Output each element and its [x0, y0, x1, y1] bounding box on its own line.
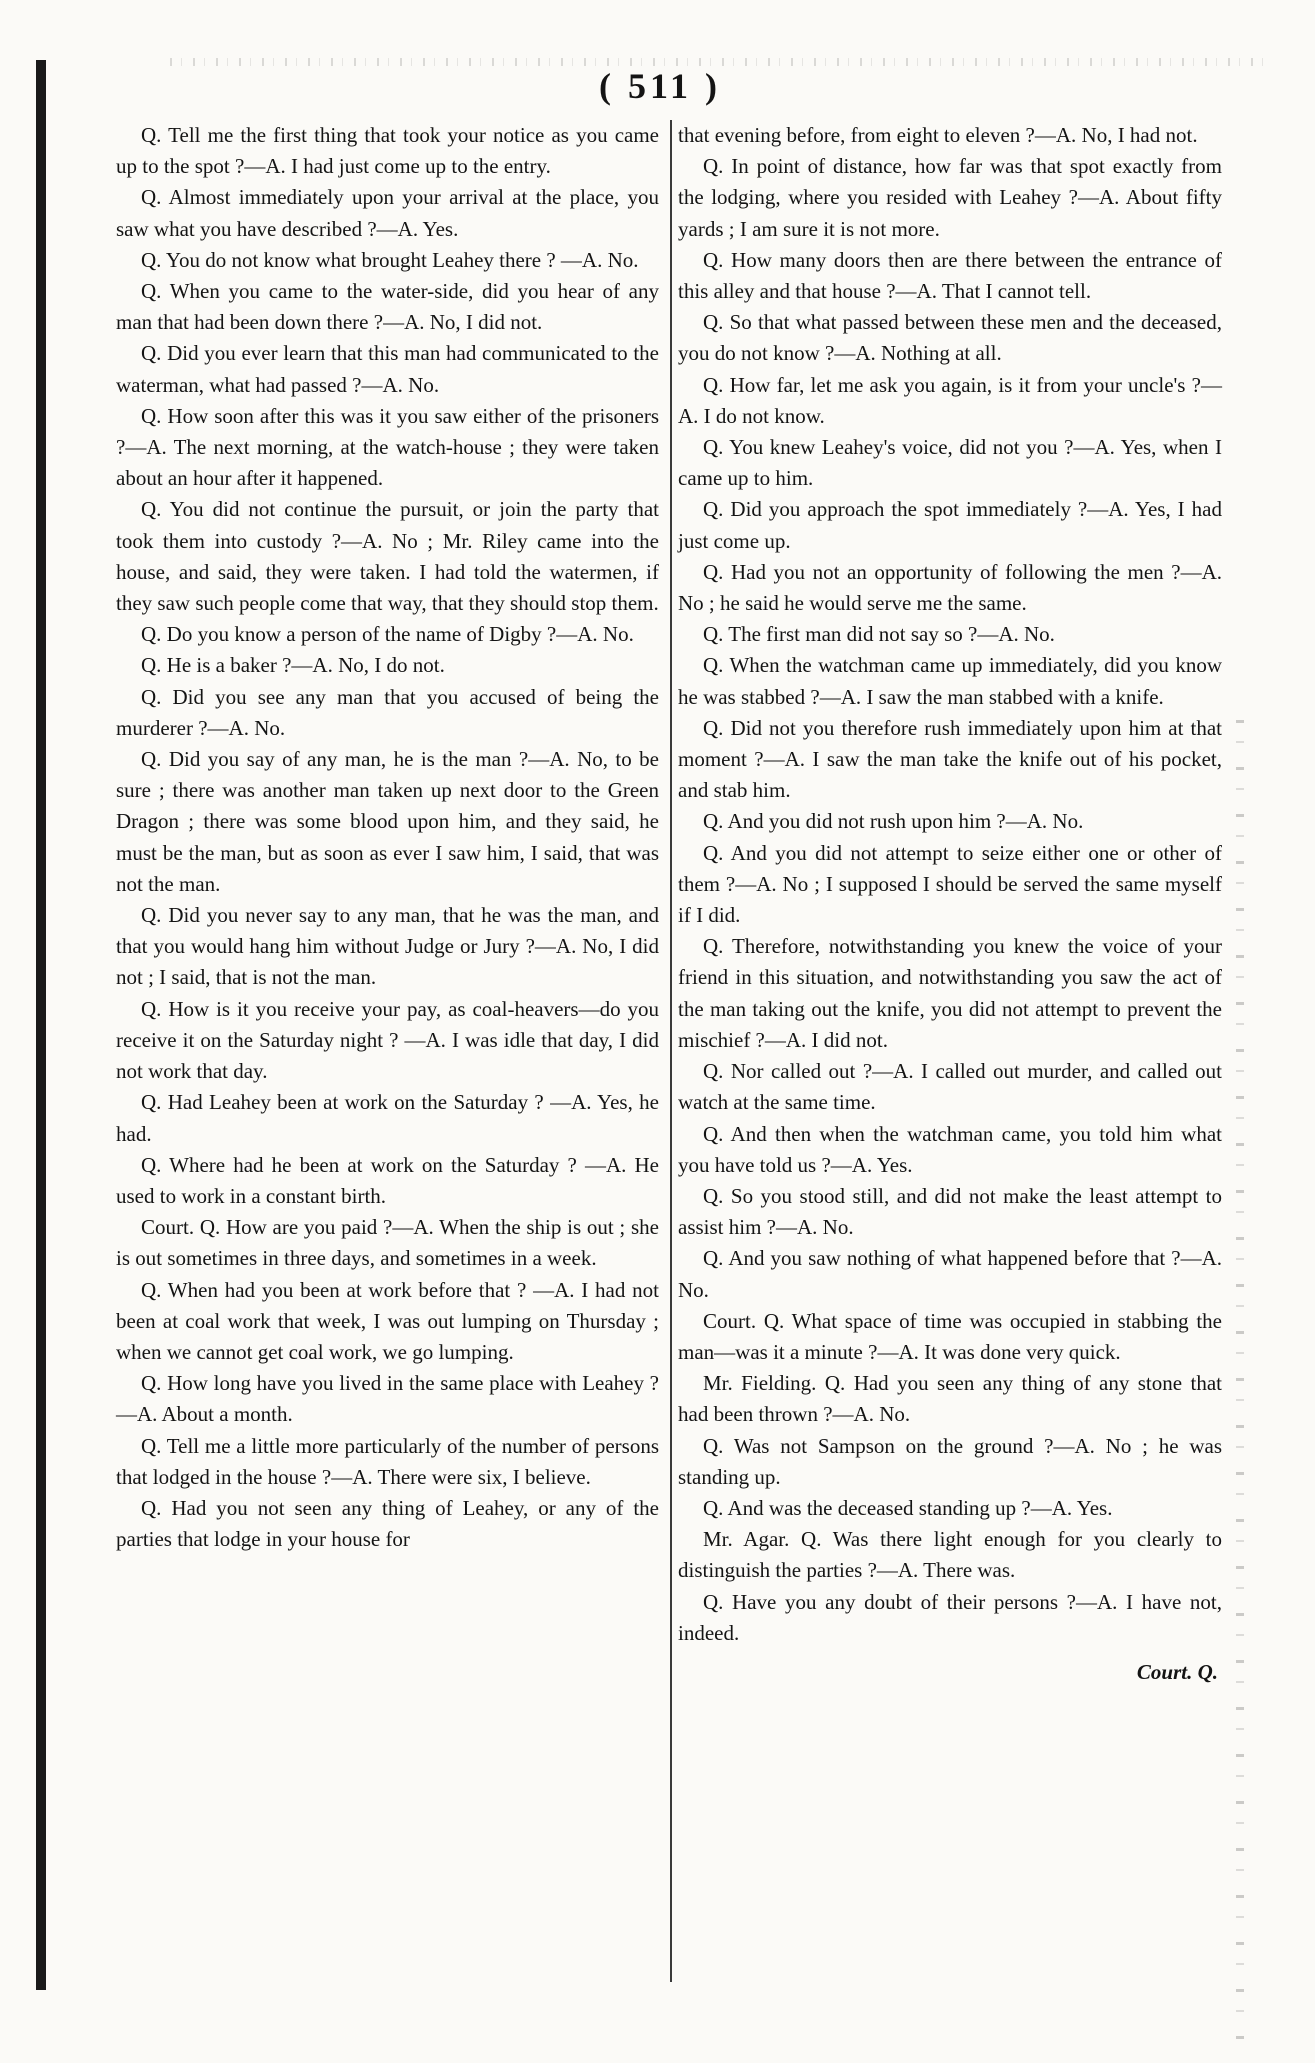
paragraph: Q. You did not continue the pursuit, or join the party that took them into custody ?—A. No ; Mr. Riley came into the house, and said, they were taken. I had told the watermen, if they saw such people come that way, that they should stop them. [116, 497, 659, 616]
paragraph: Q. When the watchman came up immediately, did you know he was stabbed ?—A. I saw the man stabbed with a knife. [678, 653, 1222, 709]
column-divider [670, 120, 672, 1982]
paragraph: Q. When you came to the water-side, did you hear of any man that had been down there ?—A. No, I did not. [116, 279, 659, 335]
paragraph: Q. And you saw nothing of what happened before that ?—A. No. [678, 1246, 1222, 1302]
paragraph: Mr. Fielding. Q. Had you seen any thing of any stone that had been thrown ?—A. No. [678, 1371, 1222, 1427]
paragraph: Q. Have you any doubt of their persons ?—A. I have not, indeed. [678, 1589, 1222, 1645]
paragraph: Q. Had you not an opportunity of following the men ?—A. No ; he said he would serve me the same. [678, 559, 1222, 616]
paragraph: Q. So you stood still, and did not make the least attempt to assist him ?—A. No. [678, 1183, 1222, 1240]
paragraph: Q. Did you never say to any man, that he was the man, and that you would hang him without Judge or Jury ?—A. No, I did not ; I said, that is not the man. [116, 903, 659, 990]
paragraph: Q. Had you not seen any thing of Leahey, or any of the parties that lodge in your house for [116, 1495, 659, 1552]
paragraph: that evening before, from eight to eleven ?—A. No, I had not. [678, 123, 1198, 147]
paragraph: Q. Almost immediately upon your arrival at the place, you saw what you have described ?—A. Yes. [116, 185, 659, 241]
catchword: Court. Q. [1136, 1659, 1218, 1684]
paragraph: Q. How far, let me ask you again, is it from your uncle's ?—A. I do not know. [678, 372, 1222, 428]
paragraph: Q. How soon after this was it you saw either of the prisoners ?—A. The next morning, at the watch-house ; they were taken about an hour after it happened. [116, 403, 659, 491]
paragraph: Q. Do you know a person of the name of Digby ?—A. No. [141, 622, 634, 647]
paragraph: Q. When had you been at work before that ? —A. I had not been at coal work that week, I was out lumping on Thursday ; when we cannot get coal work, we go lumping. [116, 1277, 659, 1364]
paragraph: Q. Did not you therefore rush immediately upon him at that moment ?—A. I saw the man take the knife out of his pocket, and stab him. [678, 715, 1222, 803]
paragraph: Q. Did you see any man that you accused of being the murderer ?—A. No. [116, 684, 659, 740]
paragraph: Q. How is it you receive your pay, as coal-heavers—do you receive it on the Saturday night ? —A. I was idle that day, I did not work that day. [116, 996, 659, 1084]
paragraph: Q. Nor called out ?—A. I called out murder, and called out watch at the same time. [678, 1059, 1222, 1115]
paragraph: Q. Tell me the first thing that took your notice as you came up to the spot ?—A. I had just come up to the entry. [116, 123, 659, 179]
paragraph: Q. The first man did not say so ?—A. No. [703, 622, 1055, 647]
paragraph: Q. Therefore, notwithstanding you knew the voice of your friend in this situation, and notwithstanding you saw the act of the man taking out the knife, you did not attempt to prevent the mischief ?—A. I did not. [678, 934, 1222, 1052]
paragraph: Q. Had Leahey been at work on the Saturday ? —A. Yes, he had. [116, 1090, 659, 1146]
paragraph: Court. Q. How are you paid ?—A. When the ship is out ; she is out sometimes in three days, and sometimes in a week. [116, 1215, 659, 1271]
paragraph: Q. Did you say of any man, he is the man ?—A. No, to be sure ; there was another man taken up next door to the Green Dragon ; there was some blood upon him, and they said, he must be the man, but as soon as ever I saw him, I said, that was not the man. [116, 747, 659, 896]
paragraph: Mr. Agar. Q. Was there light enough for you clearly to distinguish the parties ?—A. There was. [678, 1527, 1222, 1583]
scan-noise-right [1236, 720, 1244, 2040]
binding-edge [36, 60, 46, 1990]
paragraph: Q. You knew Leahey's voice, did not you ?—A. Yes, when I came up to him. [678, 435, 1222, 491]
paragraph: Q. Where had he been at work on the Saturday ? —A. He used to work in a constant birth. [116, 1152, 659, 1208]
paragraph: Q. Did you approach the spot immediately ?—A. Yes, I had just come up. [678, 497, 1222, 553]
paragraph: Q. How many doors then are there between the entrance of this alley and that house ?—A. That I cannot tell. [678, 247, 1222, 304]
paragraph: Q. In point of distance, how far was that spot exactly from the lodging, where you resided with Leahey ?—A. About fifty yards ; I am sure it is not more. [678, 154, 1222, 241]
paragraph: Q. Was not Sampson on the ground ?—A. No ; he was standing up. [678, 1433, 1222, 1489]
paragraph: Q. And then when the watchman came, you told him what you have told us ?—A. Yes. [678, 1121, 1222, 1177]
page-number: ( 511 ) [599, 66, 721, 106]
left-column [116, 120, 659, 1555]
paragraph: Q. And was the deceased standing up ?—A. Yes. [703, 1495, 1113, 1520]
paragraph: Q. And you did not attempt to seize either one or other of them ?—A. No ; I supposed I should be served the same myself if I did. [678, 840, 1222, 928]
paragraph: Q. He is a baker ?—A. No, I do not. [141, 653, 445, 678]
paragraph: Court. Q. What space of time was occupied in stabbing the man—was it a minute ?—A. It was done very quick. [678, 1308, 1222, 1364]
paragraph: Q. And you did not rush upon him ?—A. No. [703, 809, 1084, 834]
right-column [678, 120, 1222, 1688]
paragraph: Q. So that what passed between these men and the deceased, you do not know ?—A. Nothing at all. [678, 310, 1222, 366]
paragraph: Q. You do not know what brought Leahey there ? —A. No. [141, 247, 639, 272]
paragraph: Q. How long have you lived in the same place with Leahey ?—A. About a month. [116, 1371, 659, 1427]
paragraph: Q. Tell me a little more particularly of the number of persons that lodged in the house ?—A. There were six, I believe. [116, 1433, 659, 1489]
paragraph: Q. Did you ever learn that this man had communicated to the waterman, what had passed ?—A. No. [116, 341, 659, 397]
